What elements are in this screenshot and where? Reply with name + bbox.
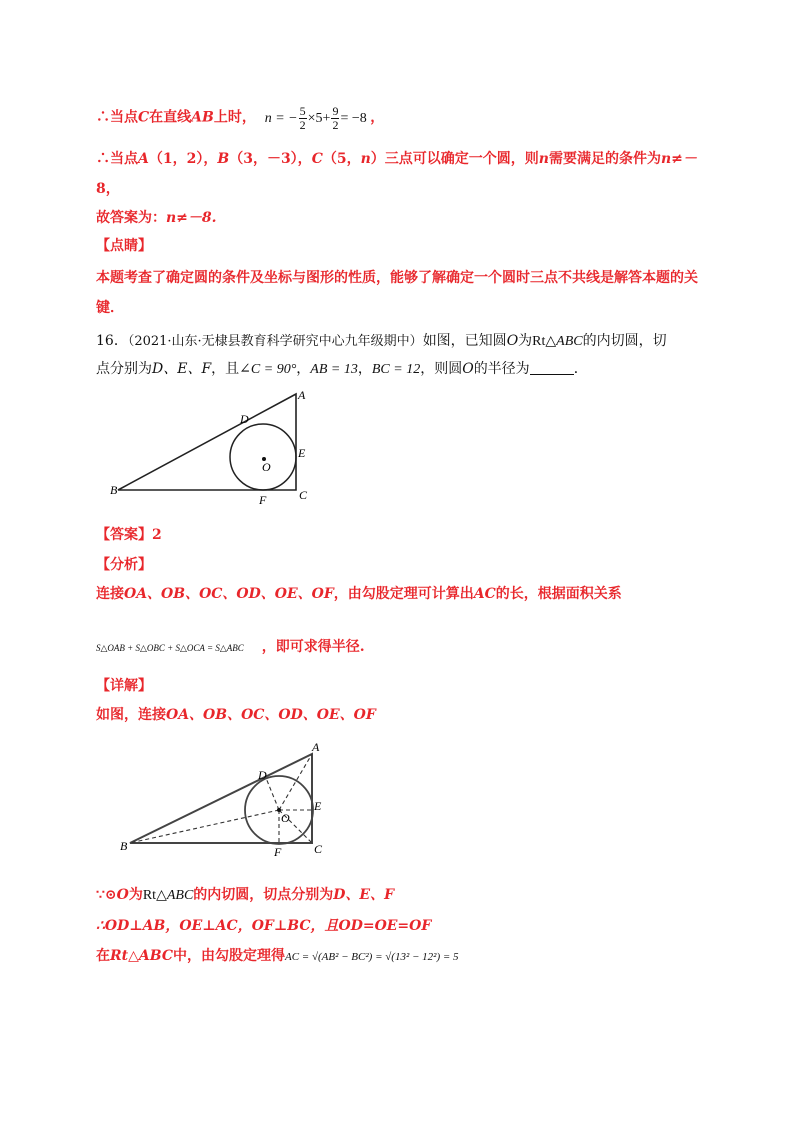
text-line: ∵⊙O为Rt△ABC的内切圆，切点分别为D、E、F xyxy=(96,887,395,903)
label-E: E xyxy=(298,446,306,460)
text-line: 故答案为：n≠－8. xyxy=(96,210,217,226)
area-formula: S△OAB + S△OBC + S△OCA = S△ABC xyxy=(96,643,244,653)
fraction: $\frac{9}{2}$ xyxy=(332,104,339,132)
text-line: 在Rt△ABC中，由勾股定理得AC = √(AB² − BC²) = √(13² − 12²) = 5 xyxy=(96,948,459,964)
label-O: O xyxy=(281,811,290,825)
text-line: 如图，连接OA、OB、OC、OD、OE、OF xyxy=(96,707,376,723)
section-label: 【分析】 xyxy=(96,557,152,573)
equation: n = − $\frac{5}{2}$ ×5+ $\frac{9}{2}$ = −8 xyxy=(264,104,367,132)
label-C: C xyxy=(314,842,323,856)
segment-OB xyxy=(130,810,279,843)
answer-line: 【答案】2 xyxy=(96,527,162,543)
triangle-abc xyxy=(118,394,296,490)
incircle xyxy=(230,424,296,490)
label-O: O xyxy=(262,460,271,474)
text-line: 连接OA、OB、OC、OD、OE、OF，由勾股定理可计算出AC的长，根据面积关系 xyxy=(96,586,622,602)
section-label: 【详解】 xyxy=(96,678,152,694)
label-F: F xyxy=(259,493,267,507)
text-line: ∴OD⊥AB，OE⊥AC，OF⊥BC，且OD=OE=OF xyxy=(96,918,432,934)
label-E: E xyxy=(314,799,322,813)
text-line: 本题考查了确定圆的条件及坐标与图形的性质，能够了解确定一个圆时三点不共线是解答本题的关 xyxy=(96,270,698,286)
text-line: ∴当点C在直线AB上时， n = − $\frac{5}{2}$ ×5+ $\frac{9}{2}$ = −8 ， xyxy=(96,104,385,132)
figure-incircle-triangle xyxy=(110,385,325,510)
question-16: 16．（2021·山东·无棣县教育科学研究中心九年级期中）如图，已知圆O为Rt△ABC的内切圆，切 xyxy=(96,333,667,349)
label-B: B xyxy=(110,483,118,497)
label-A: A xyxy=(298,388,306,402)
text-line: S△OAB + S△OBC + S△OCA = S△ABC ，即可求得半径. xyxy=(96,639,365,655)
section-label: 【点睛】 xyxy=(96,238,152,254)
fraction: $\frac{5}{2}$ xyxy=(299,104,306,132)
text-line: 键． xyxy=(96,300,124,316)
question-16-line2: 点分别为D、E、F，且∠C = 90°，AB = 13，BC = 12，则圆O的半径为 ． xyxy=(96,361,588,377)
segment-OD xyxy=(266,778,279,810)
label-D: D xyxy=(240,412,249,426)
pythagoras-formula: AC = √(AB² − BC²) = √(13² − 12²) = 5 xyxy=(284,951,459,963)
label-A: A xyxy=(312,740,320,754)
text-line: 8， xyxy=(96,181,120,197)
label-B: B xyxy=(120,839,128,853)
figure-incircle-connected xyxy=(116,740,331,860)
answer-blank xyxy=(530,360,574,375)
label-C: C xyxy=(299,488,308,502)
label-F: F xyxy=(274,845,282,859)
text-line: ∴当点A（1，2），B（3，－3），C（5，n）三点可以确定一个圆，则n需要满足的条件为n≠－ xyxy=(96,151,697,167)
triangle-abc xyxy=(130,754,312,843)
label-D: D xyxy=(258,768,267,782)
